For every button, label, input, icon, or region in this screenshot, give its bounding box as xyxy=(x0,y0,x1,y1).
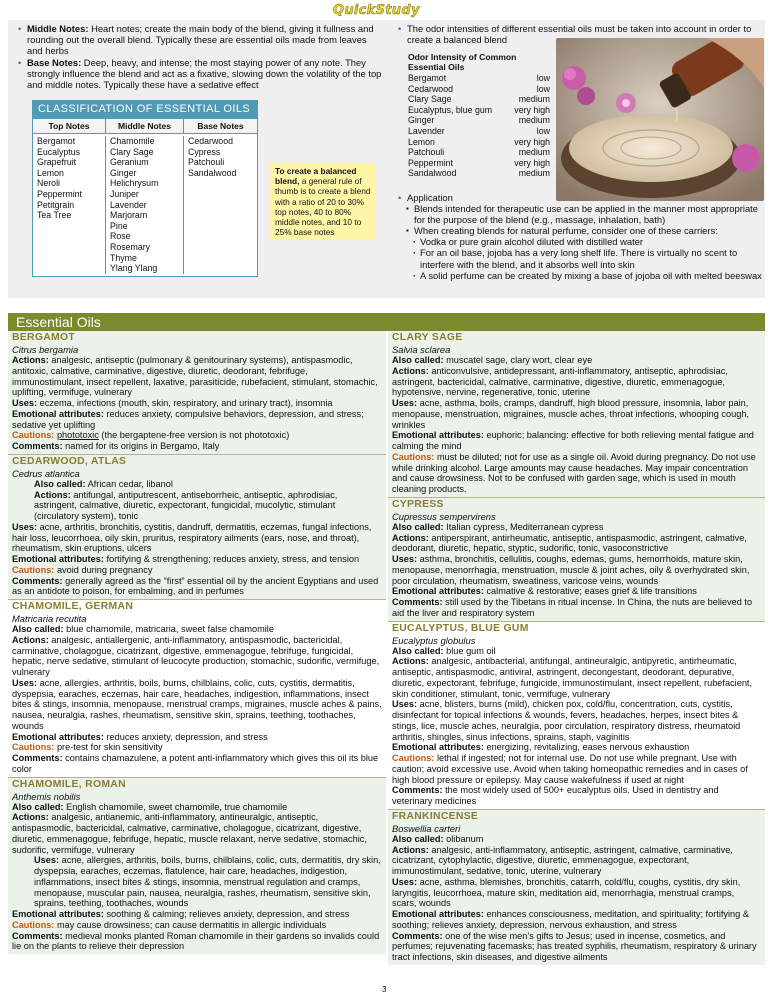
actions-label: Actions: xyxy=(392,532,429,543)
actions-label: Actions: xyxy=(12,634,49,645)
oil-name: CHAMOMILE, GERMAN xyxy=(12,601,134,612)
actions xyxy=(12,812,382,855)
odor-oil: Eucalyptus, blue gum xyxy=(408,104,493,115)
col-base-notes: Base Notes xyxy=(183,119,257,133)
odor-oil: Lavender xyxy=(408,125,445,136)
entry-eucalyptus xyxy=(388,622,765,810)
comments xyxy=(12,441,382,452)
uses xyxy=(12,398,382,409)
also-label: Also called: xyxy=(34,478,86,489)
cautions-label: Cautions: xyxy=(392,753,435,763)
emotional-label: Emotional attributes: xyxy=(12,554,104,564)
comments-text: named for its origins in Bergamo, Italy xyxy=(65,441,220,451)
actions xyxy=(12,635,382,678)
uses-text: acne, asthma, blemishes, bronchitis, catarrh, cold/flu, coughs, cystitis, dry skin, laryngitis, leucorrhoea, mature skin, meditation aid, menorrhagia, menstrual cramps, scars, wounds xyxy=(392,876,741,909)
base-notes-label: Base Notes: xyxy=(27,57,82,69)
emotional-label: Emotional attributes: xyxy=(392,909,484,919)
odor-note: • The odor intensities of different essential oils must be taken into account in order to create a balanced blend xyxy=(398,23,762,45)
actions xyxy=(392,845,761,877)
also-called xyxy=(392,522,761,533)
emotional-text: soothing & calming; relieves anxiety, depression, and stress xyxy=(106,909,350,919)
emotional xyxy=(12,409,382,431)
uses xyxy=(392,877,761,909)
uses-label: Uses: xyxy=(392,398,418,408)
also-called xyxy=(12,479,382,490)
odor-level: very high xyxy=(514,104,550,115)
actions xyxy=(392,533,761,555)
note-oil: Bergamot xyxy=(37,136,76,146)
entry-bergamot xyxy=(8,331,386,455)
uses-label: Uses: xyxy=(392,699,418,710)
note-oil: Pine xyxy=(110,220,128,231)
oil-name: CEDARWOOD, ATLAS xyxy=(12,455,127,467)
note-oil: Geranium xyxy=(110,157,149,168)
entry-chamomile-german xyxy=(8,600,386,778)
comments-label: Comments: xyxy=(12,753,63,763)
actions-label: Actions: xyxy=(392,656,429,667)
balance-lead: To create a balanced blend, xyxy=(275,166,357,187)
actions xyxy=(12,490,382,522)
odor-level: medium xyxy=(518,147,550,158)
top-panel xyxy=(8,20,765,298)
comments-label: Comments: xyxy=(12,575,63,586)
note-oil: Tea Tree xyxy=(37,210,72,221)
odor-oil: Bergamot xyxy=(408,73,447,83)
aromatherapy-photo xyxy=(556,38,764,201)
base-notes-list xyxy=(183,136,257,274)
odor-row xyxy=(408,105,550,116)
scientific-name: Citrus bergamia xyxy=(12,344,79,355)
actions-text: antiperspirant, antirheumatic, antiseptic, antispasmodic, astringent, calmative, deodorant, diuretic, hepatic, styptic, sudorific, tonic, vasoconstrictive xyxy=(392,532,747,554)
actions-text: antifungal, antiputrescent, antiseborrheic, antiseptic, aphrodisiac, astringent, calmative, diuretic, expectorant, fungicidal, mucolytic, stimulant (circulatory system), tonic xyxy=(34,489,338,521)
comments-label: Comments: xyxy=(12,441,63,451)
note-oil: Marjoram xyxy=(110,210,148,221)
uses-label: Uses: xyxy=(12,521,38,532)
classification-title: CLASSIFICATION OF ESSENTIAL OILS xyxy=(33,101,257,119)
note-oil: Rosemary xyxy=(110,241,151,252)
entry-clary-sage xyxy=(388,331,765,498)
left-column xyxy=(8,331,386,983)
odor-oil: Cedarwood xyxy=(408,83,453,94)
uses xyxy=(12,678,382,732)
balance-text: a general rule of thumb is to create a blend with a ratio of 20 to 30% top notes, 40 to 80% middle notes, and 10 to 25% base notes xyxy=(275,176,371,238)
cautions xyxy=(12,920,382,931)
cautions-label: Cautions: xyxy=(12,564,55,575)
middle-notes-list xyxy=(105,136,183,274)
scientific-name: Cedrus atlantica xyxy=(12,467,80,479)
also-label: Also called: xyxy=(12,801,64,812)
note-oil: Chamomile xyxy=(110,136,155,146)
actions-label: Actions: xyxy=(12,812,49,823)
comments xyxy=(392,931,761,963)
oil-name: FRANKINCENSE xyxy=(392,810,479,822)
application-therapeutic: ▪ Blends intended for therapeutic use can be applied in the manner most appropriate for the purpose of the blend (e.g., massage, inhalation, bath) xyxy=(398,203,763,225)
cautions-label: Cautions: xyxy=(12,430,55,441)
also-text: blue gum oil xyxy=(446,645,496,656)
scientific-name: Matricaria recutita xyxy=(12,613,87,624)
entry-cedarwood xyxy=(8,455,386,600)
uses xyxy=(12,522,382,554)
cautions xyxy=(392,452,761,495)
odor-level: medium xyxy=(518,168,550,179)
note-oil: Helichrysum xyxy=(110,178,159,189)
emotional xyxy=(392,586,761,597)
uses-text: acne, allergies, arthritis, boils, burns, chilblains, colic, cuts, cystitis, dermatitis, dyspepsia, earaches, eczemas, hair care, headaches, indigestion, inflammations, insect bites & stings, insomnia, menopause, menstrual cramps, migraines, muscle aches & pains, nausea, neuralgia, rashes, rheumatism, sensitive skin, sprains, teething, toothaches, wounds xyxy=(12,677,382,731)
oil-name: EUCALYPTUS, BLUE GUM xyxy=(392,622,529,634)
cautions-label: Cautions: xyxy=(392,451,435,462)
comments-label: Comments: xyxy=(392,930,443,941)
uses xyxy=(392,398,761,430)
base-notes xyxy=(18,57,383,90)
entry-cypress xyxy=(388,498,765,622)
note-oil: Clary Sage xyxy=(110,146,154,157)
odor-row xyxy=(408,94,550,105)
cautions-label: Cautions: xyxy=(12,742,55,753)
note-oil: Petitgrain xyxy=(37,199,75,210)
scientific-name: Anthemis nobilis xyxy=(12,790,81,802)
emotional-text: calmative & restorative; eases grief & life transitions xyxy=(486,586,697,597)
odor-level: medium xyxy=(518,94,550,105)
carrier-jojoba: · For an oil base, jojoba has a very long shelf life. There is virtually no scent to interfere with the blend, and it absorbs well into skin xyxy=(398,247,763,269)
base-notes-text: Deep, heavy, and intense; the most staying power of any note. They strongly influence the blend and act as a fixative, slowing down the volatility of the top and middle notes. Typically these have a sedative effect xyxy=(27,57,382,91)
note-oil: Eucalyptus xyxy=(37,146,81,157)
section-title: Essential Oils xyxy=(8,313,765,331)
comments-text: generally agreed as the “first” essential oil by the ancient Egyptians and used as an antidote to poison, for embalming, and in perfumes xyxy=(12,575,379,597)
comments-text: medieval monks planted Roman chamomile in their gardens so invalids could lie on the plants to relieve their depression xyxy=(12,930,380,952)
uses xyxy=(392,554,761,586)
odor-level: low xyxy=(536,125,550,136)
emotional-text: fortifying & strengthening; reduces anxiety, stress, and tension xyxy=(106,554,360,564)
also-called xyxy=(12,624,382,635)
also-label: Also called: xyxy=(12,624,64,634)
note-oil: Cypress xyxy=(188,146,221,157)
uses-label: Uses: xyxy=(34,855,60,866)
odor-level: low xyxy=(536,83,550,94)
comments xyxy=(12,576,382,598)
uses-label: Uses: xyxy=(392,876,418,887)
odor-level: very high xyxy=(514,157,550,168)
right-column xyxy=(388,331,765,983)
application-perfume: ▪ When creating blends for natural perfume, consider one of these carriers: xyxy=(398,225,763,236)
also-text: African cedar, libanol xyxy=(87,478,173,489)
comments xyxy=(12,753,382,775)
note-oil: Ylang Ylang xyxy=(110,263,158,274)
also-called xyxy=(12,802,382,813)
also-text: olibanum xyxy=(446,833,484,844)
col-middle-notes: Middle Notes xyxy=(105,119,183,133)
emotional xyxy=(392,909,761,931)
cautions-text: pre-test for skin sensitivity xyxy=(56,742,163,753)
brand-logo: QuickStudy xyxy=(333,3,420,18)
cautions-text: (the bergaptene-free version is not phototoxic) xyxy=(101,430,290,441)
uses-text: acne, arthritis, bronchitis, cystitis, dandruff, dermatitis, eczemas, fungal infections, hair loss, leucorrhoea, oily skin, pruritus, respiratory ailments (ears, nose, and throat), rheumatism, skin eruptions, ulcers xyxy=(12,521,372,554)
comments-label: Comments: xyxy=(392,785,443,796)
classification-header xyxy=(33,119,257,134)
application-block xyxy=(398,190,763,281)
note-oil: Peppermint xyxy=(37,188,82,199)
note-oil: Cedarwood xyxy=(188,136,233,146)
phototoxic-link[interactable]: phototoxic xyxy=(56,430,99,441)
odor-level: very high xyxy=(514,136,550,147)
comments-text: the most widely used of 500+ eucalyptus oils. Used in dentistry and veterinary medicines xyxy=(392,785,719,806)
notes-block xyxy=(18,23,383,92)
cautions-text: avoid during pregnancy xyxy=(56,564,153,575)
emotional-text: energizing, revitalizing, eases nervous exhaustion xyxy=(486,742,690,753)
note-oil: Lemon xyxy=(37,167,64,178)
odor-level: medium xyxy=(518,115,550,126)
odor-oil: Patchouli xyxy=(408,147,445,158)
middle-notes xyxy=(18,23,383,56)
note-oil: Sandalwood xyxy=(188,167,237,178)
emotional xyxy=(12,554,382,565)
actions-text: anticonvulsive, antidepressant, anti-inflammatory, antiseptic, aphrodisiac, astringent, bactericidal, calmative, carminative, digestive, diuretic, emmenagogue, hypotensive, nervine, regenerative, tonic, uterine xyxy=(392,365,728,398)
oil-name: CYPRESS xyxy=(392,498,444,510)
comments xyxy=(392,597,761,619)
actions-text: analgesic, antibacterial, antifungal, antineuralgic, antipyretic, antirheumatic, antiseptic, antispasmodic, antiviral, astringent, decongestant, deodorant, depurative, diuretic, expectorant, febrifuge, fungicide, immunostimulant, insect repellent, rubefacient, skin conditioner, stimulant, tonic, vermifuge, vulnerary xyxy=(392,656,753,699)
emotional xyxy=(12,909,382,920)
also-called xyxy=(392,646,761,657)
page-number: 3 xyxy=(382,985,387,994)
cautions-text: must be diluted; not for use as a single oil. Avoid during pregnancy. Do not use while drinking alcohol. Large amounts may cause headaches. May impair concentration and cause drowsiness. Not to be confused with garden sage, which is used in mouth cleaning products. xyxy=(392,451,756,494)
note-oil: Rose xyxy=(110,231,131,242)
cautions xyxy=(12,742,382,753)
odor-oil: Peppermint xyxy=(408,157,453,168)
odor-oil: Lemon xyxy=(408,136,435,147)
odor-row xyxy=(408,137,550,148)
oil-name: CLARY SAGE xyxy=(392,332,463,343)
actions-label: Actions: xyxy=(392,844,429,855)
oil-name: BERGAMOT xyxy=(12,332,76,343)
uses-text: acne, asthma, boils, cramps, dandruff, high blood pressure, insomnia, labor pain, menopause, menstruation, migraines, muscle aches, throat infections, whooping cough, wrinkles xyxy=(392,398,749,430)
actions-text: analgesic, antianemic, anti-inflammatory, antineuralgic, antiseptic, antispasmodic, bactericidal, calmative, carminative, cholagogue, cicatrizant, digestive, diuretic, emmenagogue, febrifuge, hepatic, muscle relaxant, nerve sedative, stomachic, sudorific, vermifuge, vulnerary xyxy=(12,812,367,855)
emotional-text: reduces anxiety, depression, and stress xyxy=(106,731,268,742)
odor-oil: Sandalwood xyxy=(408,168,457,179)
emotional xyxy=(392,742,761,753)
odor-oil: Clary Sage xyxy=(408,94,452,105)
actions-text: analgesic, anti-inflammatory, antiseptic, astringent, calmative, carminative, cicatrizant, cytophylactic, digestive, diuretic, emmenagogue, expectorant, immunostimulant, sedative, tonic, uterine, vulnerary xyxy=(392,844,733,876)
odor-level: low xyxy=(536,73,550,83)
also-text: muscatel sage, clary wort, clear eye xyxy=(446,355,593,365)
comments-label: Comments: xyxy=(392,597,443,607)
cautions-text: may cause drowsiness; can cause dermatitis in allergic individuals xyxy=(56,919,327,930)
also-text: Italian cypress, Mediterranean cypress xyxy=(446,521,604,532)
actions xyxy=(392,656,761,699)
note-oil: Thyme xyxy=(110,252,137,263)
cautions xyxy=(12,565,382,576)
carrier-vodka: · Vodka or pure grain alcohol diluted with distilled water xyxy=(398,236,763,247)
cautions-label: Cautions: xyxy=(12,919,55,930)
odor-title: Odor Intensity of Common Essential Oils xyxy=(408,52,517,72)
actions xyxy=(12,355,382,398)
scientific-name: Salvia sclarea xyxy=(392,344,451,355)
actions xyxy=(392,366,761,398)
odor-row xyxy=(408,147,550,158)
entry-frankincense xyxy=(388,810,765,965)
comments-text: still used by the Tibetans in ritual incense. In China, the nuts are believed to aid the liver and respiratory system xyxy=(392,597,753,618)
cautions-text: lethal if ingested; not for internal use. Do not use while pregnant. Use with caution; avoid excessive use. Avoid when taking homeopathic remedies and in cases of high blood pressure or epilepsy. May cause wakefulness if used at night xyxy=(392,753,748,785)
also-label: Also called: xyxy=(392,355,444,365)
actions-label: Actions: xyxy=(34,489,71,500)
also-label: Also called: xyxy=(392,521,444,532)
col-top-notes: Top Notes xyxy=(48,121,90,131)
scientific-name: Boswellia carteri xyxy=(392,822,461,834)
comments-label: Comments: xyxy=(12,930,63,941)
emotional-label: Emotional attributes: xyxy=(12,909,104,919)
note-oil: Ginger xyxy=(110,167,137,178)
scientific-name: Cupressus sempervirens xyxy=(392,510,496,522)
emotional-label: Emotional attributes: xyxy=(392,742,484,753)
carrier-solid: · A solid perfume can be created by mixing a base of jojoba oil with melted beeswax xyxy=(398,270,763,281)
middle-notes-text: Heart notes; create the main body of the blend, giving it fullness and rounding out the overall blend. Typically these are essential oils made from leaves and herbs xyxy=(27,23,374,57)
odor-row xyxy=(408,115,550,126)
uses-text: acne, allergies, arthritis, boils, burns, chilblains, colic, cuts, dermatitis, dry skin, dyspepsia, earaches, eczemas, flatulence, hair care, headaches, indigestion, inflammations, insect bites & stings, insomnia, menstrual regulation and cramps, menopause, muscular pain, nausea, neuralgia, rashes, rheumatism, sensitive skin, sprains, teething, toothaches, wounds xyxy=(34,855,381,909)
entry-chamomile-roman xyxy=(8,778,386,955)
note-oil: Grapefruit xyxy=(37,157,77,168)
uses xyxy=(12,855,382,909)
note-oil: Neroli xyxy=(37,178,60,189)
odor-row xyxy=(408,158,550,169)
application-title: • Application xyxy=(398,192,763,203)
actions-label: Actions: xyxy=(392,365,429,376)
emotional-text: euphoric; balancing: effective for both relieving mental fatigue and calming the mind xyxy=(392,430,754,451)
cautions xyxy=(392,753,761,785)
also-label: Also called: xyxy=(392,645,444,656)
uses-text: eczema, infections (mouth, skin, respiratory, and urinary tract), insomnia xyxy=(39,398,333,408)
comments xyxy=(392,785,761,807)
middle-notes-label: Middle Notes: xyxy=(27,23,89,34)
odor-oil: Ginger xyxy=(408,115,435,126)
oil-name: CHAMOMILE, ROMAN xyxy=(12,778,126,790)
odor-row xyxy=(408,73,550,84)
odor-row xyxy=(408,84,550,95)
note-oil: Lavender xyxy=(110,199,147,210)
comments xyxy=(12,931,382,953)
emotional-text: reduces anxiety, compulsive behaviors, depression, and stress; sedative yet uplifting xyxy=(12,408,364,430)
also-called xyxy=(392,834,761,845)
actions-text: analgesic, antiseptic (pulmonary & genitourinary systems), antispasmodic, antitoxic, calmative, carminative, digestive, diuretic, deodorant, febrifuge, immunostimulant, insect repellent, laxative, parasiticide, rubefacient, stimulant, stomachic, uplifting, vermifuge, vulnerary xyxy=(12,355,378,398)
odor-row xyxy=(408,126,550,137)
uses-label: Uses: xyxy=(392,554,418,564)
note-oil: Patchouli xyxy=(188,157,225,168)
uses xyxy=(392,699,761,742)
emotional-label: Emotional attributes: xyxy=(392,586,484,597)
emotional xyxy=(12,732,382,743)
actions-text: analgesic, antiallergenic, anti-inflammatory, antispasmodic, bactericidal, carminative, cholagogue, cicatrizant, digestive, emmenagogue, febrifuge, fungicidal, hepatic, nerve sedative, stimulant of leucocyte production, stomachic, sudorific, vermifuge, vulnerary xyxy=(12,634,380,677)
odor-table xyxy=(408,52,550,179)
top-notes-list xyxy=(33,136,105,274)
emotional-label: Emotional attributes: xyxy=(12,731,104,742)
comments-text: contains chamazulene, a potent anti-inflammatory which gives this oil its blue color xyxy=(12,753,379,774)
odor-row xyxy=(408,168,550,179)
emotional-label: Emotional attributes: xyxy=(12,408,104,419)
note-oil: Juniper xyxy=(110,188,139,199)
emotional xyxy=(392,430,761,452)
also-text: blue chamomile, matricaria, sweet false chamomile xyxy=(66,624,274,634)
uses-label: Uses: xyxy=(12,677,38,688)
also-text: English chamomile, sweet chamomile, true chamomile xyxy=(66,801,288,812)
uses-text: asthma, bronchitis, cellulitis, coughs, edemas, gums, hemorrhoids, mature skin, menopause, menorrhagia, menstruation, muscle & joint aches, oily & overhydrated skin, poor circulation, rheumatism, sweatiness, varicose veins, wounds xyxy=(392,554,750,586)
actions-label: Actions: xyxy=(12,355,49,365)
also-called xyxy=(392,355,761,366)
cautions xyxy=(12,430,382,441)
uses-label: Uses: xyxy=(12,398,38,408)
classification-table xyxy=(32,100,258,277)
also-label: Also called: xyxy=(392,833,444,844)
emotional-label: Emotional attributes: xyxy=(392,430,484,441)
balance-tip xyxy=(270,163,376,240)
uses-text: acne, blisters, burns (mild), chicken pox, cold/flu, concentration, cuts, cystitis, disinfectant for topical infections & wounds, fevers, headaches, herpes, insect bites & stings, lice, muscle aches, neuralgia, poor circulation, respiratory distress, rheumatoid arthritis, shingles, sinus infections, sprains, staph, vaginitis xyxy=(392,699,741,742)
emotional-text: enhances consciousness, meditation, and spirituality; fortifying & soothing; relieves anxiety, depression, nervous exhaustion, and stress xyxy=(392,909,749,930)
comments-text: one of the wise men’s gifts to Jesus; used in incense, cosmetics, and perfumes; rejuvenating facemasks; has treated syphilis, rheumatism, respiratory & urinary tract infections, skin diseases, and digestive ailments xyxy=(392,930,757,962)
scientific-name: Eucalyptus globulus xyxy=(392,634,476,646)
